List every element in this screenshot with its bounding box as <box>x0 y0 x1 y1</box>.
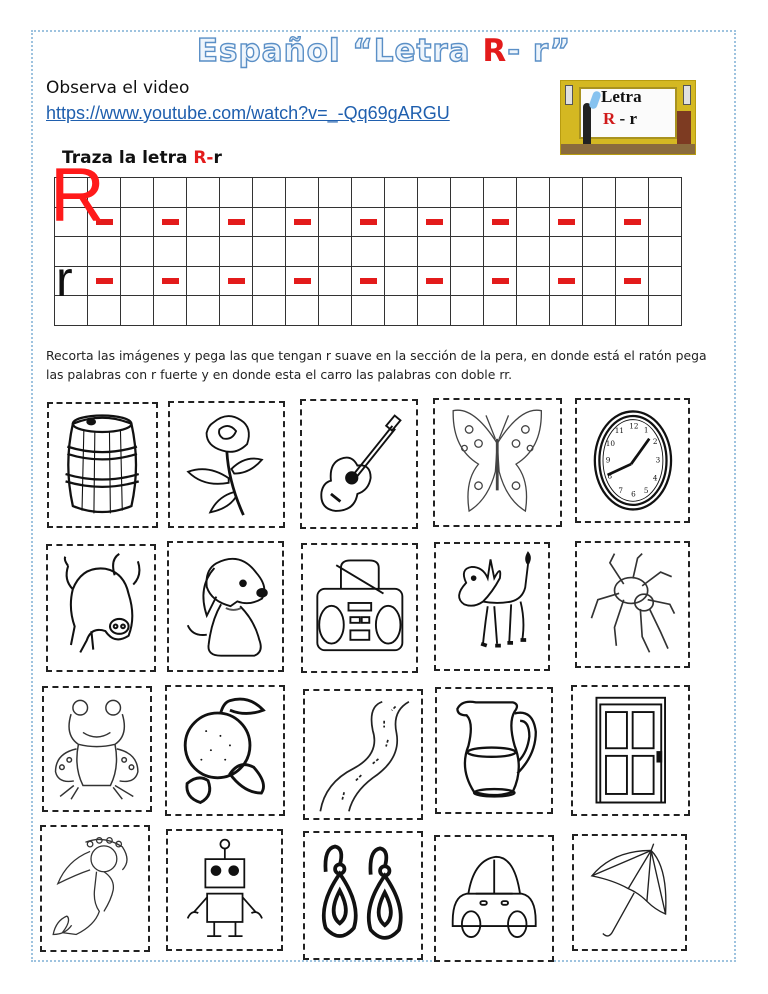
grid-cell[interactable] <box>385 207 418 237</box>
trace-dash <box>426 219 443 225</box>
trace-dash <box>426 278 443 284</box>
grid-cell[interactable] <box>319 266 352 296</box>
grid-cell[interactable] <box>517 237 550 267</box>
trace-dash <box>558 219 575 225</box>
grid-cell[interactable] <box>319 296 352 326</box>
trace-dash <box>624 219 641 225</box>
orange-icon <box>173 693 277 807</box>
trace-dash <box>624 278 641 284</box>
card-jarra[interactable] <box>435 687 553 814</box>
barrel-icon <box>54 410 150 520</box>
card-robot[interactable] <box>166 829 283 951</box>
trace-dash <box>162 219 179 225</box>
card-radio[interactable] <box>301 543 418 673</box>
pitcher-icon <box>443 695 546 806</box>
trace-dash <box>228 219 245 225</box>
title-red-letter: R <box>482 33 508 69</box>
grid-cell[interactable] <box>319 237 352 267</box>
card-mariposa[interactable] <box>433 398 562 527</box>
grid-cell[interactable] <box>121 237 154 267</box>
grid-cell[interactable] <box>649 266 682 296</box>
grid-cell[interactable] <box>253 237 286 267</box>
grid-cell[interactable] <box>418 237 451 267</box>
grid-cell[interactable] <box>352 207 385 237</box>
grid-cell[interactable] <box>385 296 418 326</box>
mermaid-icon <box>47 833 142 944</box>
grid-cell[interactable] <box>649 178 682 208</box>
trace-title-text: Traza la letra <box>62 148 194 168</box>
svg-text:3: 3 <box>655 455 660 465</box>
grid-cell[interactable] <box>616 266 649 296</box>
svg-text:4: 4 <box>652 473 658 483</box>
card-puerta[interactable] <box>571 685 690 816</box>
grid-cell[interactable] <box>583 178 616 208</box>
grid-cell[interactable] <box>319 207 352 237</box>
grid-cell[interactable] <box>385 237 418 267</box>
grid-cell[interactable] <box>649 296 682 326</box>
card-burro[interactable] <box>434 542 550 671</box>
spider-icon <box>583 549 683 660</box>
trace-dash <box>294 278 311 284</box>
grid-cell[interactable] <box>649 237 682 267</box>
bookshelf-icon <box>677 111 691 147</box>
title-suffix: - r” <box>507 33 572 69</box>
card-perro[interactable] <box>167 541 284 672</box>
frog-icon <box>49 694 144 804</box>
grid-cell[interactable] <box>550 178 583 208</box>
teacher-figure-icon <box>583 103 591 147</box>
card-rosa[interactable] <box>168 401 285 528</box>
card-paraguas[interactable] <box>572 834 687 951</box>
svg-text:12: 12 <box>628 421 639 431</box>
grid-cell[interactable] <box>220 296 253 326</box>
grid-cell[interactable] <box>154 237 187 267</box>
trace-dash <box>492 219 509 225</box>
door-icon <box>579 693 683 807</box>
grid-cell[interactable] <box>616 296 649 326</box>
grid-cell[interactable] <box>484 178 517 208</box>
grid-cell[interactable] <box>550 237 583 267</box>
umbrella-icon <box>580 842 680 944</box>
grid-cell[interactable] <box>286 207 319 237</box>
grid-cell[interactable] <box>121 178 154 208</box>
grid-cell[interactable] <box>583 296 616 326</box>
dog-icon <box>175 549 277 663</box>
trace-dash <box>228 278 245 284</box>
butterfly-icon <box>441 406 554 519</box>
grid-cell[interactable] <box>484 266 517 296</box>
card-guitarra[interactable] <box>300 399 418 529</box>
grid-row <box>55 296 682 326</box>
grid-cell[interactable] <box>385 266 418 296</box>
video-link[interactable]: https://www.youtube.com/watch?v=_-Qq69gARGU <box>46 103 450 123</box>
grid-cell[interactable] <box>484 237 517 267</box>
grid-cell[interactable] <box>352 178 385 208</box>
svg-text:6: 6 <box>630 489 636 499</box>
grid-cell[interactable] <box>550 207 583 237</box>
grid-cell[interactable] <box>187 266 220 296</box>
grid-cell[interactable] <box>220 207 253 237</box>
grid-cell[interactable] <box>187 178 220 208</box>
grid-row <box>55 266 682 296</box>
svg-text:9: 9 <box>605 455 610 465</box>
trace-dash <box>492 278 509 284</box>
grid-cell[interactable] <box>319 178 352 208</box>
rose-icon <box>176 409 278 520</box>
card-sirena[interactable] <box>40 825 150 952</box>
car-icon <box>442 843 546 954</box>
bull-icon <box>53 552 148 664</box>
grid-cell[interactable] <box>418 207 451 237</box>
grid-cell[interactable] <box>121 266 154 296</box>
svg-text:11: 11 <box>614 426 624 436</box>
grid-cell[interactable] <box>253 296 286 326</box>
grid-cell[interactable] <box>616 237 649 267</box>
grid-cell[interactable] <box>253 207 286 237</box>
grid-cell[interactable] <box>187 207 220 237</box>
svg-text:8: 8 <box>607 471 612 481</box>
window-right <box>683 85 691 105</box>
thumbnail-red-r: R <box>603 109 616 128</box>
grid-row <box>55 237 682 267</box>
grid-cell[interactable] <box>286 266 319 296</box>
window-left <box>565 85 573 105</box>
floor <box>561 144 695 154</box>
grid-cell[interactable] <box>517 178 550 208</box>
grid-cell[interactable] <box>451 296 484 326</box>
grid-cell[interactable] <box>88 237 121 267</box>
grid-cell[interactable] <box>616 207 649 237</box>
tracing-grid <box>54 177 682 326</box>
grid-cell[interactable] <box>418 178 451 208</box>
grid-cell[interactable] <box>154 178 187 208</box>
thumbnail-rest: - r <box>615 109 637 128</box>
robot-icon <box>174 837 276 943</box>
svg-text:5: 5 <box>643 486 649 496</box>
instructions: Recorta las imágenes y pega las que tengan r suave en la sección de la pera, en donde está el ratón pega las palabras con r fuerte y en donde esta el carro las palabras con doble rr. <box>46 348 707 382</box>
grid-cell[interactable] <box>583 207 616 237</box>
grid-cell[interactable] <box>517 296 550 326</box>
card-barril[interactable] <box>47 402 158 528</box>
grid-cell[interactable] <box>418 266 451 296</box>
grid-cell[interactable] <box>121 207 154 237</box>
uppercase-r-model: R <box>50 153 105 238</box>
grid-cell[interactable] <box>154 266 187 296</box>
grid-cell[interactable] <box>352 266 385 296</box>
grid-cell[interactable] <box>484 207 517 237</box>
thumbnail-line1: Letra <box>601 87 642 106</box>
grid-cell[interactable] <box>451 178 484 208</box>
subtitle: Observa el video <box>46 78 190 98</box>
grid-row <box>55 178 682 208</box>
trace-dash <box>558 278 575 284</box>
grid-cell[interactable] <box>187 237 220 267</box>
svg-text:1: 1 <box>643 425 649 435</box>
grid-row <box>55 207 682 237</box>
grid-cell[interactable] <box>187 296 220 326</box>
grid-cell[interactable] <box>352 237 385 267</box>
grid-cell[interactable] <box>385 178 418 208</box>
grid-cell[interactable] <box>649 207 682 237</box>
road-icon <box>311 697 415 811</box>
grid-cell[interactable] <box>352 296 385 326</box>
card-rana[interactable] <box>42 686 152 812</box>
trace-title-suffix: r <box>213 148 222 168</box>
grid-cell[interactable] <box>121 296 154 326</box>
grid-cell[interactable] <box>451 207 484 237</box>
grid-cell[interactable] <box>484 296 517 326</box>
card-toro[interactable] <box>46 544 156 672</box>
grid-cell[interactable] <box>550 266 583 296</box>
svg-text:7: 7 <box>617 486 623 496</box>
grid-cell[interactable] <box>88 296 121 326</box>
grid-cell[interactable] <box>616 178 649 208</box>
grid-cell[interactable] <box>583 237 616 267</box>
radio-icon <box>309 551 411 664</box>
grid-cell[interactable] <box>253 266 286 296</box>
svg-text:10: 10 <box>605 438 615 448</box>
trace-dash <box>360 278 377 284</box>
grid-cell[interactable] <box>583 266 616 296</box>
trace-dash <box>96 278 113 284</box>
trace-dash <box>294 219 311 225</box>
card-arana[interactable] <box>575 541 690 668</box>
video-thumbnail[interactable] <box>560 80 696 155</box>
grid-cell[interactable] <box>88 266 121 296</box>
donkey-icon <box>442 550 543 663</box>
lowercase-r-model: r <box>56 251 73 307</box>
grid-cell[interactable] <box>220 178 253 208</box>
grid-cell[interactable] <box>418 296 451 326</box>
grid-cell[interactable] <box>286 296 319 326</box>
card-carro[interactable] <box>434 835 554 962</box>
guitar-icon <box>308 407 411 520</box>
trace-dash <box>360 219 377 225</box>
card-carretera[interactable] <box>303 689 423 820</box>
grid-cell[interactable] <box>154 207 187 237</box>
page-title <box>0 30 768 72</box>
card-aretes[interactable] <box>303 831 423 960</box>
grid-cell[interactable] <box>286 237 319 267</box>
svg-text:2: 2 <box>652 437 658 447</box>
grid-cell[interactable] <box>550 296 583 326</box>
grid-cell[interactable] <box>517 266 550 296</box>
grid-cell[interactable] <box>154 296 187 326</box>
grid-cell[interactable] <box>451 266 484 296</box>
grid-cell[interactable] <box>286 178 319 208</box>
thumbnail-line2 <box>603 109 637 129</box>
card-reloj[interactable] <box>575 398 690 523</box>
clock-icon <box>583 406 683 515</box>
trace-dash <box>162 278 179 284</box>
grid-cell[interactable] <box>451 237 484 267</box>
earrings-icon <box>311 839 415 952</box>
grid-cell[interactable] <box>517 207 550 237</box>
trace-title-red: R- <box>193 148 214 168</box>
grid-cell[interactable] <box>253 178 286 208</box>
grid-cell[interactable] <box>220 237 253 267</box>
title-text: Español “Letra <box>196 33 483 69</box>
card-naranja[interactable] <box>165 685 285 816</box>
grid-cell[interactable] <box>220 266 253 296</box>
